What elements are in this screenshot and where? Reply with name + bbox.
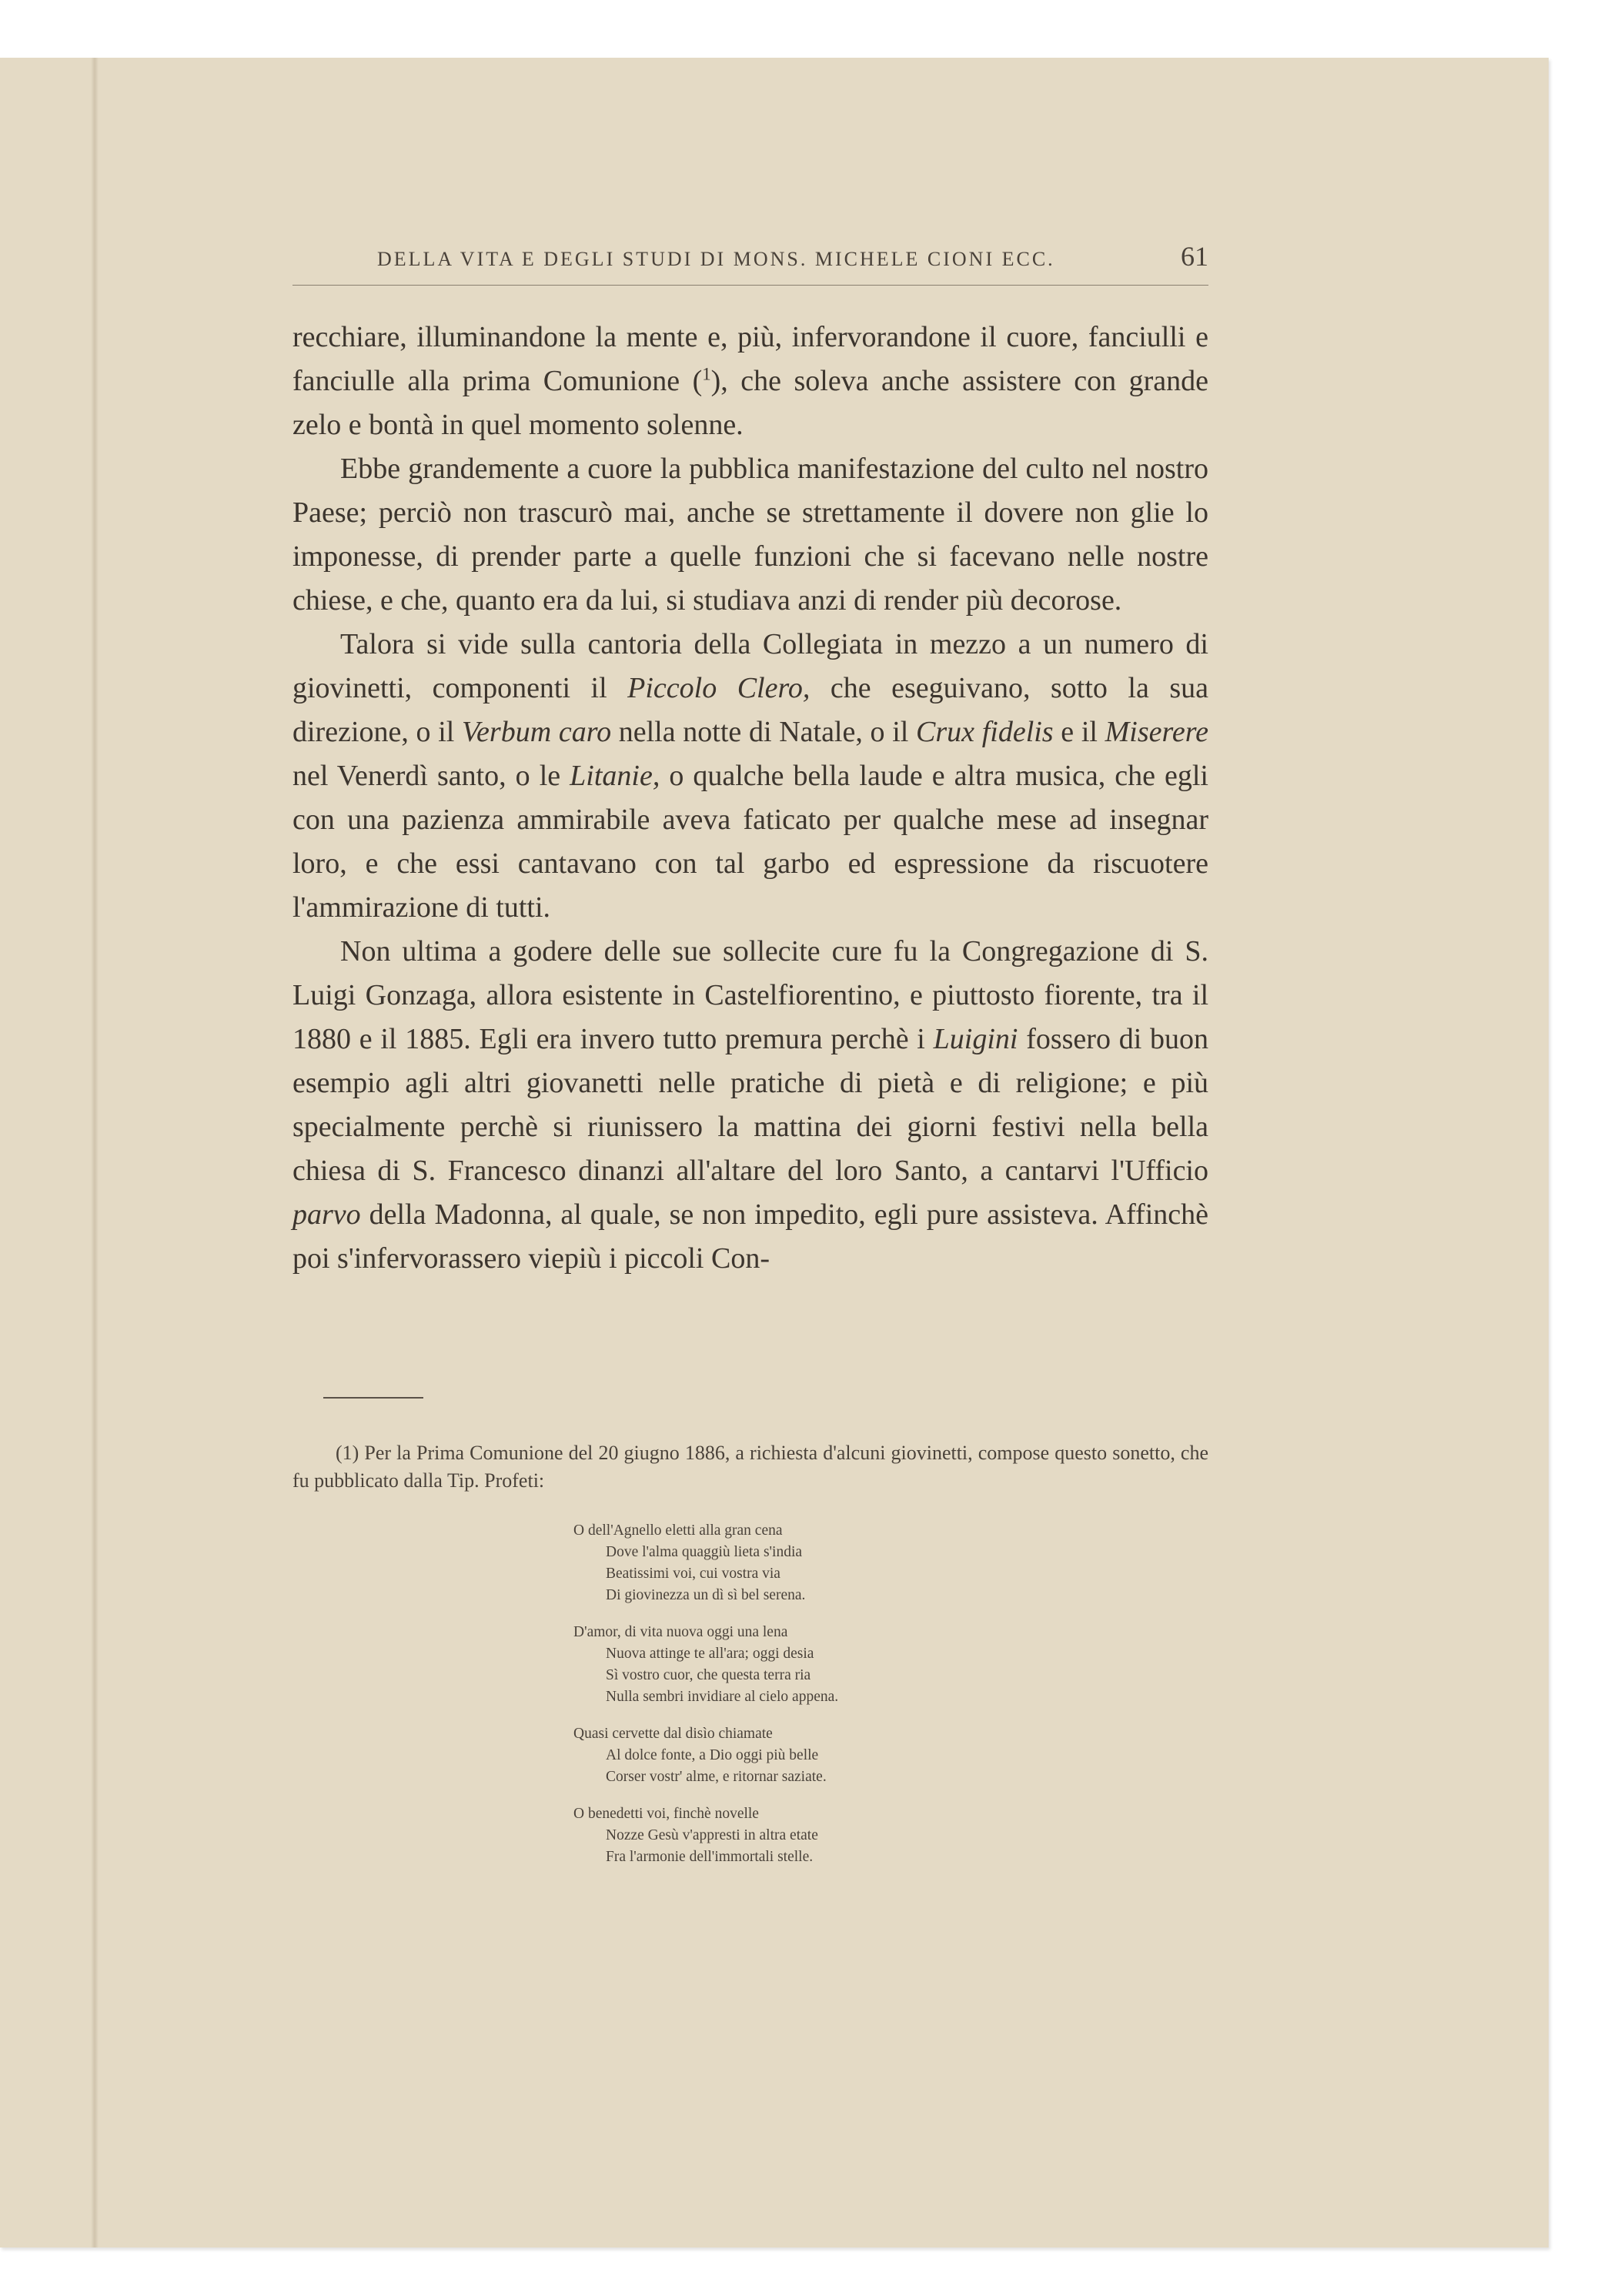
sonnet-stanza-4	[573, 1803, 1035, 1868]
sonnet-verse: Quasi cervette dal disìo chiamate	[573, 1726, 773, 1742]
running-head	[292, 239, 1208, 277]
sonnet-verse: O benedetti voi, finchè novelle	[573, 1806, 759, 1822]
sonnet-stanza-2	[573, 1622, 1035, 1708]
main-text	[292, 316, 1208, 1281]
sonnet-verse: Sì vostro cuor, che questa terra ria	[606, 1667, 811, 1683]
sonnet-verse: O dell'Agnello eletti alla gran cena	[573, 1522, 783, 1539]
sonnet-verse: Corser vostr' alme, e ritornar saziate.	[606, 1769, 827, 1785]
paragraph-2: Ebbe grandemente a cuore la pubblica manifestazione del culto nel nostro Paese; perciò non trascurò mai, anche se strettamente il dovere non glie lo imponesse, di prender parte a quelle funzioni che si facevano nelle nostre chiese, e che, quanto era da lui, si studiava anzi di render più decorose.	[292, 453, 1208, 617]
paragraph-1: recchiare, illuminandone la mente e, più, infervorandone il cuore, fanciulli e fanciulle alla prima Comunione ($^1$), che soleva anche assistere con grande zelo e bontà in quel momento solenne.	[292, 321, 1208, 441]
sonnet-verse: Fra l'armonie dell'immortali stelle.	[606, 1849, 814, 1865]
running-title: DELLA VITA E DEGLI STUDI DI MONS. MICHELE CIONI ECC.	[377, 248, 1055, 270]
footnote-reference: 1	[702, 364, 711, 384]
header-rule	[292, 285, 1208, 286]
sonnet-stanza-1	[573, 1520, 1035, 1606]
paragraph-3: Talora si vide sulla cantoria della Collegiata in mezzo a un numero di giovinetti, componenti il Piccolo Clero, che eseguivano, sotto la sua direzione, o il Verbum caro nella notte di Natale, o il Crux fidelis e il Miserere nel Venerdì santo, o le Litanie, o qualche bella laude e altra musica, che egli con una pazienza ammirabile aveva faticato per qualche mese ad insegnar loro, e che essi cantavano con tal garbo ed espressione da riscuotere l'ammirazione di tutti.	[292, 628, 1209, 924]
binding-shadow	[91, 58, 99, 2248]
sonnet-verse: Nulla sembri invidiare al cielo appena.	[606, 1689, 839, 1705]
page-number: 61	[1181, 241, 1208, 272]
sonnet-verse: Nozze Gesù v'appresti in altra etate	[606, 1827, 818, 1843]
sonnet-stanza-3	[573, 1723, 1035, 1788]
sonnet-verse: Dove l'alma quaggiù lieta s'india	[606, 1544, 803, 1560]
sonnet-verse: D'amor, di vita nuova oggi una lena	[573, 1624, 788, 1640]
paragraph-4: Non ultima a godere delle sue sollecite cure fu la Congregazione di S. Luigi Gonzaga, allora esistente in Castelfiorentino, e piuttosto fiorente, tra il 1880 e il 1885. Egli era invero tutto premura perchè i Luigini fossero di buon esempio agli altri giovanetti nelle pratiche di pietà e di religione; e più specialmente perchè si riunissero la mattina dei giorni festivi nella bella chiesa di S. Francesco dinanzi all'altare del loro Santo, a cantarvi l'Ufficio parvo della Madonna, al quale, se non impedito, egli pure assisteva. Affinchè poi s'infervorassero viepiù i piccoli Con-	[292, 935, 1208, 1275]
sonnet-verse: Al dolce fonte, a Dio oggi più belle	[606, 1747, 819, 1763]
footnote-text: (1) Per la Prima Comunione del 20 giugno 1886, a richiesta d'alcuni giovinetti, compose questo sonetto, che fu pubblicato dalla Tip. Profeti:	[292, 1442, 1208, 1492]
sonnet-verse: Nuova attinge te all'ara; oggi desia	[606, 1646, 814, 1662]
footnote	[292, 1439, 1208, 1495]
sonnet	[573, 1520, 1035, 1883]
sonnet-verse: Di giovinezza un dì sì bel serena.	[606, 1587, 806, 1603]
footnote-rule	[323, 1397, 423, 1399]
sonnet-verse: Beatissimi voi, cui vostra via	[606, 1566, 780, 1582]
